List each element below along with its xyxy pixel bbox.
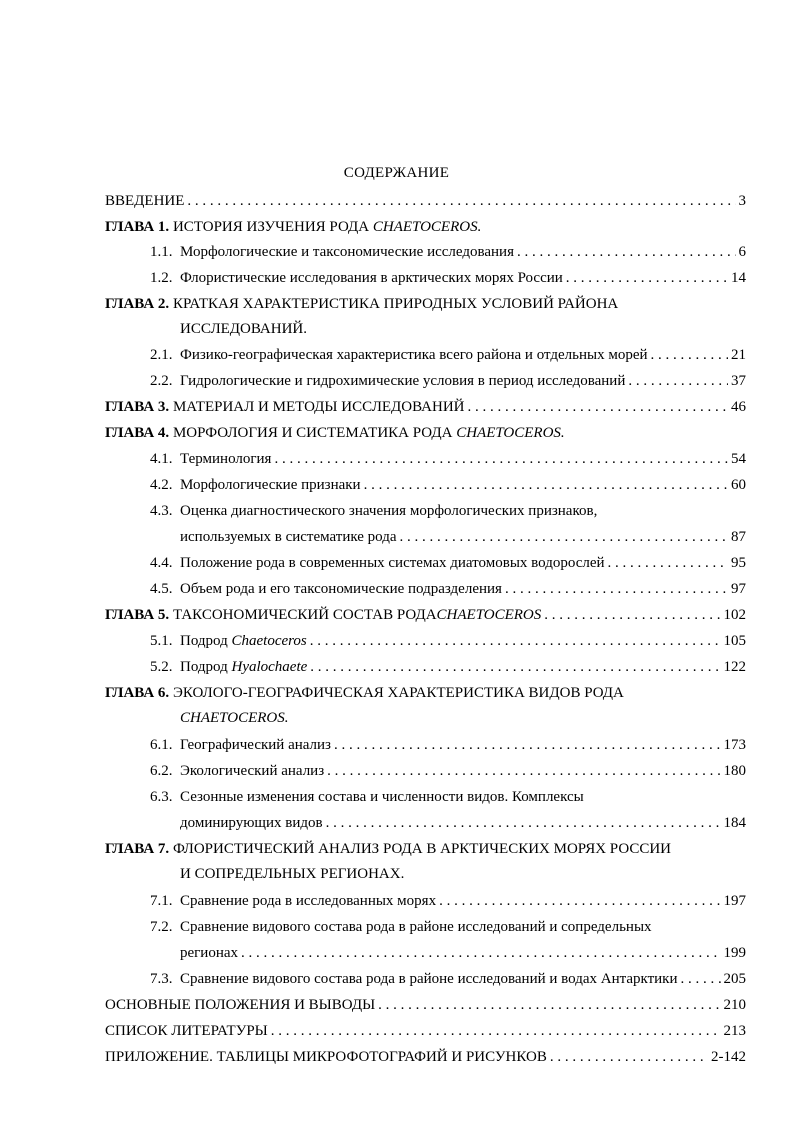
toc-chapter-7[interactable] — [105, 841, 671, 858]
toc-chapter-3[interactable] — [105, 399, 746, 416]
toc-entry-7-1[interactable] — [150, 893, 746, 910]
toc-entry-conclusions[interactable] — [105, 997, 746, 1014]
section-number: 6.1. — [150, 737, 173, 753]
page-number: 3 — [738, 193, 746, 209]
page-number: 199 — [723, 945, 746, 961]
entry-text: Морфологические и таксономические исследования — [180, 244, 514, 260]
chapter-title-cont: ИССЛЕДОВАНИЙ. — [180, 321, 308, 337]
dot-leader — [544, 607, 720, 624]
entry-text: ПРИЛОЖЕНИЕ. ТАБЛИЦЫ МИКРОФОТОГРАФИЙ И РИСУНКОВ — [105, 1049, 547, 1065]
page-number: 21 — [731, 347, 746, 363]
entry-text: Гидрологические и гидрохимические условия в период исследований — [180, 373, 626, 389]
chapter-label: ГЛАВА 2. — [105, 296, 170, 312]
chapter-label: ГЛАВА 3. — [105, 399, 170, 415]
page-number: 97 — [731, 581, 746, 597]
dot-leader — [187, 193, 735, 210]
page-number: 46 — [731, 399, 746, 415]
dot-leader — [326, 815, 721, 832]
toc-entry-4-3-line1[interactable] — [150, 503, 597, 520]
chapter-label: ГЛАВА 7. — [105, 841, 170, 857]
chapter-title: ИСТОРИЯ ИЗУЧЕНИЯ РОДА — [172, 219, 373, 235]
toc-chapter-5[interactable] — [105, 607, 746, 624]
chapter-label: ГЛАВА 4. — [105, 425, 170, 441]
page-number: 14 — [731, 270, 746, 286]
toc-entry-4-2[interactable] — [150, 477, 746, 494]
entry-text: Подрод — [180, 633, 228, 649]
subgenus-name: Hyalochaete — [231, 659, 308, 675]
dot-leader — [334, 737, 721, 754]
toc-entry-7-3[interactable] — [150, 971, 746, 988]
toc-entry-5-2[interactable] — [150, 659, 746, 676]
toc-chapter-2[interactable] — [105, 296, 618, 313]
entry-text: Экологический анализ — [180, 763, 325, 779]
page-number: 6 — [738, 244, 746, 260]
dot-leader — [327, 763, 720, 780]
page-number: 210 — [723, 997, 746, 1013]
chapter-title: КРАТКАЯ ХАРАКТЕРИСТИКА ПРИРОДНЫХ УСЛОВИЙ РАЙОНА — [172, 296, 619, 312]
toc-entry-6-3[interactable] — [180, 815, 746, 832]
toc-chapter-2-cont — [180, 321, 307, 338]
entry-text: Морфологические признаки — [180, 477, 361, 493]
entry-text-cont: доминирующих видов — [180, 815, 323, 831]
page-number: 205 — [723, 971, 746, 987]
dot-leader — [651, 347, 728, 364]
entry-text: Физико-географическая характеристика всего района и отдельных морей — [180, 347, 648, 363]
toc-chapter-6[interactable] — [105, 685, 624, 702]
entry-text: Оценка диагностического значения морфологических признаков, — [180, 503, 598, 519]
toc-entry-4-5[interactable] — [150, 581, 746, 598]
section-number: 7.3. — [150, 971, 173, 987]
toc-entry-6-2[interactable] — [150, 763, 746, 780]
chapter-label: ГЛАВА 5. — [105, 607, 170, 623]
entry-text: Подрод — [180, 659, 228, 675]
chapter-label: ГЛАВА 1. — [105, 219, 170, 235]
page-number: 102 — [723, 607, 746, 623]
section-number: 4.3. — [150, 503, 173, 519]
page-number: 173 — [723, 737, 746, 753]
toc-entry-appendix[interactable] — [105, 1049, 746, 1066]
page-number: 105 — [723, 633, 746, 649]
toc-entry-1-2[interactable] — [150, 270, 746, 287]
section-number: 6.3. — [150, 789, 173, 805]
chapter-title: МОРФОЛОГИЯ И СИСТЕМАТИКА РОДА — [172, 425, 457, 441]
toc-entry-6-1[interactable] — [150, 737, 746, 754]
entry-text: Сравнение видового состава рода в районе исследований и водах Антарктики — [180, 971, 678, 987]
page-number: 37 — [731, 373, 746, 389]
section-number: 1.1. — [150, 244, 173, 260]
page-number: 87 — [731, 529, 746, 545]
section-number: 4.5. — [150, 581, 173, 597]
entry-text: СПИСОК ЛИТЕРАТУРЫ — [105, 1023, 268, 1039]
section-number: 4.2. — [150, 477, 173, 493]
entry-text-cont: регионах — [180, 945, 239, 961]
chapter-label: ГЛАВА 6. — [105, 685, 170, 701]
toc-entry-2-2[interactable] — [150, 373, 746, 390]
entry-text: Объем рода и его таксономические подразделения — [180, 581, 502, 597]
section-number: 2.1. — [150, 347, 173, 363]
page-number: 184 — [723, 815, 746, 831]
entry-text: ВВЕДЕНИЕ — [105, 193, 185, 209]
entry-text-cont: используемых в систематике рода — [180, 529, 397, 545]
dot-leader — [400, 529, 728, 546]
toc-entry-4-4[interactable] — [150, 555, 746, 572]
entry-text: Сравнение видового состава рода в районе исследований и сопредельных — [180, 919, 652, 935]
chapter-title-genus: CHAETOCEROS. — [180, 710, 289, 726]
dot-leader — [505, 581, 728, 598]
toc-entry-7-2[interactable] — [180, 945, 746, 962]
toc-entry-intro[interactable] — [105, 193, 746, 210]
dot-leader — [439, 893, 720, 910]
toc-chapter-1[interactable] — [105, 219, 481, 236]
entry-text: Сезонные изменения состава и численности видов. Комплексы — [180, 789, 584, 805]
dot-leader — [271, 1023, 721, 1040]
dot-leader — [310, 633, 721, 650]
section-number: 6.2. — [150, 763, 173, 779]
dot-leader — [517, 244, 736, 261]
chapter-title-genus: CHAETOCEROS — [436, 607, 542, 623]
section-number: 1.2. — [150, 270, 173, 286]
toc-entry-7-2-line1[interactable] — [150, 919, 652, 936]
page-number: 122 — [723, 659, 746, 675]
dot-leader — [680, 971, 720, 988]
entry-text: Положение рода в современных системах диатомовых водорослей — [180, 555, 605, 571]
page-number: 60 — [731, 477, 746, 493]
entry-text: ОСНОВНЫЕ ПОЛОЖЕНИЯ И ВЫВОДЫ — [105, 997, 376, 1013]
dot-leader — [310, 659, 720, 676]
toc-entry-4-1[interactable] — [150, 451, 746, 468]
page-number: 197 — [723, 893, 746, 909]
section-number: 7.1. — [150, 893, 173, 909]
toc-chapter-6-cont — [180, 710, 288, 727]
section-number: 4.1. — [150, 451, 173, 467]
chapter-title: ЭКОЛОГО-ГЕОГРАФИЧЕСКАЯ ХАРАКТЕРИСТИКА ВИДОВ РОДА — [172, 685, 624, 701]
page-number: 180 — [723, 763, 746, 779]
dot-leader — [241, 945, 720, 962]
toc-entry-2-1[interactable] — [150, 347, 746, 364]
subgenus-name: Chaetoceros — [231, 633, 307, 649]
chapter-title-genus: CHAETOCEROS. — [456, 425, 565, 441]
entry-text: Сравнение рода в исследованных морях — [180, 893, 437, 909]
page-number: 54 — [731, 451, 746, 467]
entry-text: Терминология — [180, 451, 272, 467]
entry-text: Флористические исследования в арктических морях России — [180, 270, 563, 286]
dot-leader — [364, 477, 728, 494]
dot-leader — [608, 555, 728, 572]
toc-entry-5-1[interactable] — [150, 633, 746, 650]
dot-leader — [378, 997, 720, 1014]
toc-entry-6-3-line1[interactable] — [150, 789, 584, 806]
chapter-title: МАТЕРИАЛ И МЕТОДЫ ИССЛЕДОВАНИЙ — [172, 399, 465, 415]
page-number: 2-142 — [711, 1049, 746, 1065]
toc-chapter-7-cont — [180, 866, 404, 883]
entry-text: Географический анализ — [180, 737, 331, 753]
dot-leader — [468, 399, 729, 416]
chapter-title-cont: И СОПРЕДЕЛЬНЫХ РЕГИОНАХ. — [180, 866, 405, 882]
section-number: 4.4. — [150, 555, 173, 571]
toc-entry-references[interactable] — [105, 1023, 746, 1040]
section-number: 7.2. — [150, 919, 173, 935]
page-number: 95 — [731, 555, 746, 571]
toc-entry-4-3[interactable] — [180, 529, 746, 546]
toc-chapter-4[interactable] — [105, 425, 565, 442]
toc-entry-1-1[interactable] — [150, 244, 746, 261]
dot-leader — [274, 451, 728, 468]
chapter-title: ФЛОРИСТИЧЕСКИЙ АНАЛИЗ РОДА В АРКТИЧЕСКИХ МОРЯХ РОССИИ — [172, 841, 672, 857]
dot-leader — [550, 1049, 708, 1066]
section-number: 2.2. — [150, 373, 173, 389]
chapter-title: ТАКСОНОМИЧЕСКИЙ СОСТАВ РОДА — [172, 607, 437, 623]
dot-leader — [628, 373, 728, 390]
toc-title: СОДЕРЖАНИЕ — [343, 165, 450, 181]
section-number: 5.2. — [150, 659, 173, 675]
section-number: 5.1. — [150, 633, 173, 649]
dot-leader — [566, 270, 728, 287]
chapter-title-genus: CHAETOCEROS. — [372, 219, 482, 235]
page-number: 213 — [723, 1023, 746, 1039]
